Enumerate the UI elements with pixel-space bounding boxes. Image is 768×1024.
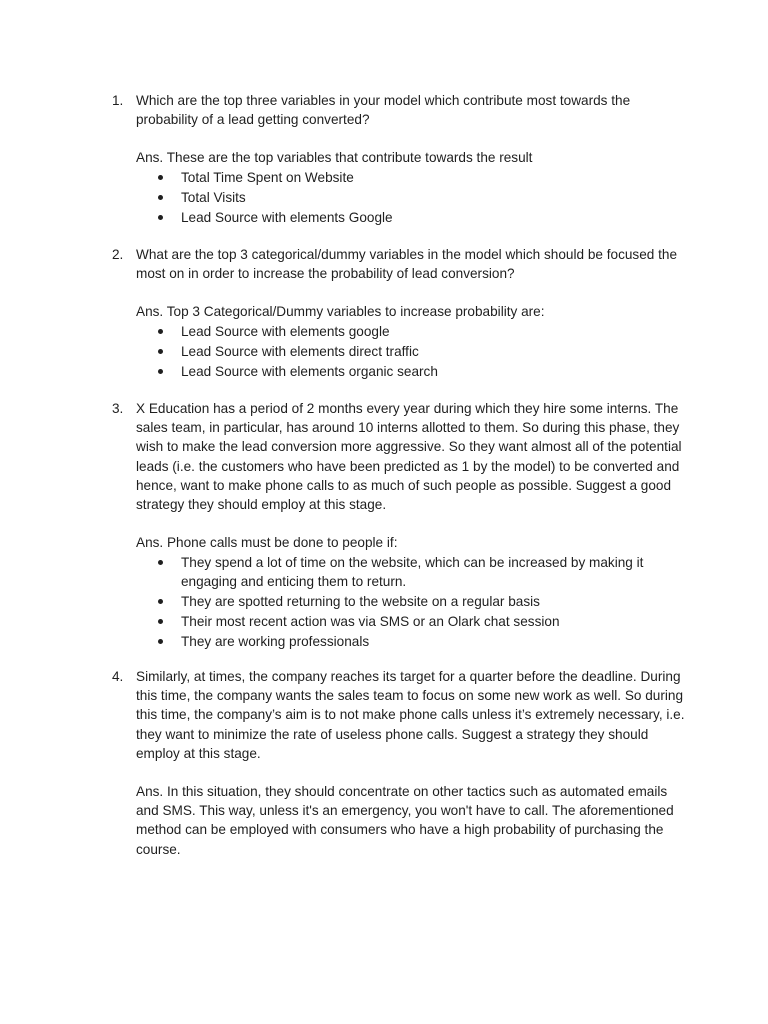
- question-body: [136, 667, 686, 859]
- list-item: [136, 632, 686, 651]
- question-text: Similarly, at times, the company reaches its target for a quarter before the deadline. During this time, the company wants the sales team to focus on some new work as well. So during this time, the company’s aim is to not make phone calls unless it’s extremely necessary, i.e. they want to minimize the rate of useless phone calls. Suggest a strategy they should employ at this stage.: [136, 669, 685, 761]
- question-1: [112, 91, 692, 227]
- answer-bullet-list: [136, 168, 686, 227]
- bullet-icon: [158, 369, 163, 374]
- bullet-text: Lead Source with elements Google: [181, 209, 393, 225]
- bullet-text: Lead Source with elements google: [181, 324, 390, 340]
- bullet-text: Their most recent action was via SMS or an Olark chat session: [181, 613, 560, 629]
- bullet-icon: [158, 329, 163, 334]
- bullet-icon: [158, 175, 163, 180]
- list-item: [136, 612, 686, 631]
- bullet-icon: [158, 349, 163, 354]
- list-item: [136, 362, 686, 381]
- bullet-icon: [158, 599, 163, 604]
- question-4: [112, 667, 692, 859]
- bullet-icon: [158, 639, 163, 644]
- list-item: [136, 322, 686, 341]
- bullet-icon: [158, 560, 163, 565]
- question-number: 4.: [112, 669, 124, 684]
- answer-text: Ans. In this situation, they should concentrate on other tactics such as automated emails and SMS. This way, unless it's an emergency, you won't have to call. The aforementioned method can be employed with consumers who have a high probability of purchasing the course.: [136, 784, 674, 857]
- question-text: Which are the top three variables in your model which contribute most towards the probability of a lead getting converted?: [136, 93, 631, 128]
- bullet-text: Total Time Spent on Website: [181, 170, 354, 186]
- question-body: [136, 245, 686, 381]
- answer-intro: Ans. These are the top variables that contribute towards the result: [136, 150, 533, 166]
- bullet-icon: [158, 215, 163, 220]
- bullet-icon: [158, 619, 163, 624]
- answer-intro: Ans. Phone calls must be done to people if:: [136, 535, 398, 551]
- bullet-text: Total Visits: [181, 190, 246, 205]
- question-2: [112, 245, 692, 381]
- question-body: [136, 91, 686, 227]
- list-item: [136, 592, 686, 611]
- question-number: 3.: [112, 401, 124, 416]
- bullet-text: They spend a lot of time on the website, which can be increased by making it engaging and enticing them to return.: [181, 555, 644, 590]
- question-text: X Education has a period of 2 months every year during which they hire some interns. The sales team, in particular, has around 10 interns allotted to them. So during this phase, they wish to make the lead conversion more aggressive. So they want almost all of the potential leads (i.e. the customers who have been predicted as 1 by the model) to be converted and hence, want to make phone calls to as much of such people as possible. Suggest a good strategy they should employ at this stage.: [136, 401, 682, 513]
- question-body: [136, 399, 686, 651]
- list-item: [136, 553, 686, 591]
- question-text: What are the top 3 categorical/dummy variables in the model which should be focused the most on in order to increase the probability of lead conversion?: [136, 247, 678, 282]
- question-3: [112, 399, 692, 651]
- bullet-text: Lead Source with elements direct traffic: [181, 344, 419, 359]
- bullet-text: They are spotted returning to the website on a regular basis: [181, 594, 540, 610]
- bullet-icon: [158, 195, 163, 200]
- answer-bullet-list: [136, 322, 686, 381]
- question-number: 1.: [112, 93, 124, 108]
- bullet-text: They are working professionals: [181, 633, 370, 649]
- list-item: [136, 342, 686, 361]
- list-item: [136, 188, 686, 207]
- list-item: [136, 168, 686, 187]
- bullet-text: Lead Source with elements organic search: [181, 363, 438, 379]
- answer-intro: Ans. Top 3 Categorical/Dummy variables to increase probability are:: [136, 304, 545, 320]
- list-item: [136, 208, 686, 227]
- answer-bullet-list: [136, 553, 686, 651]
- question-number: 2.: [112, 247, 124, 262]
